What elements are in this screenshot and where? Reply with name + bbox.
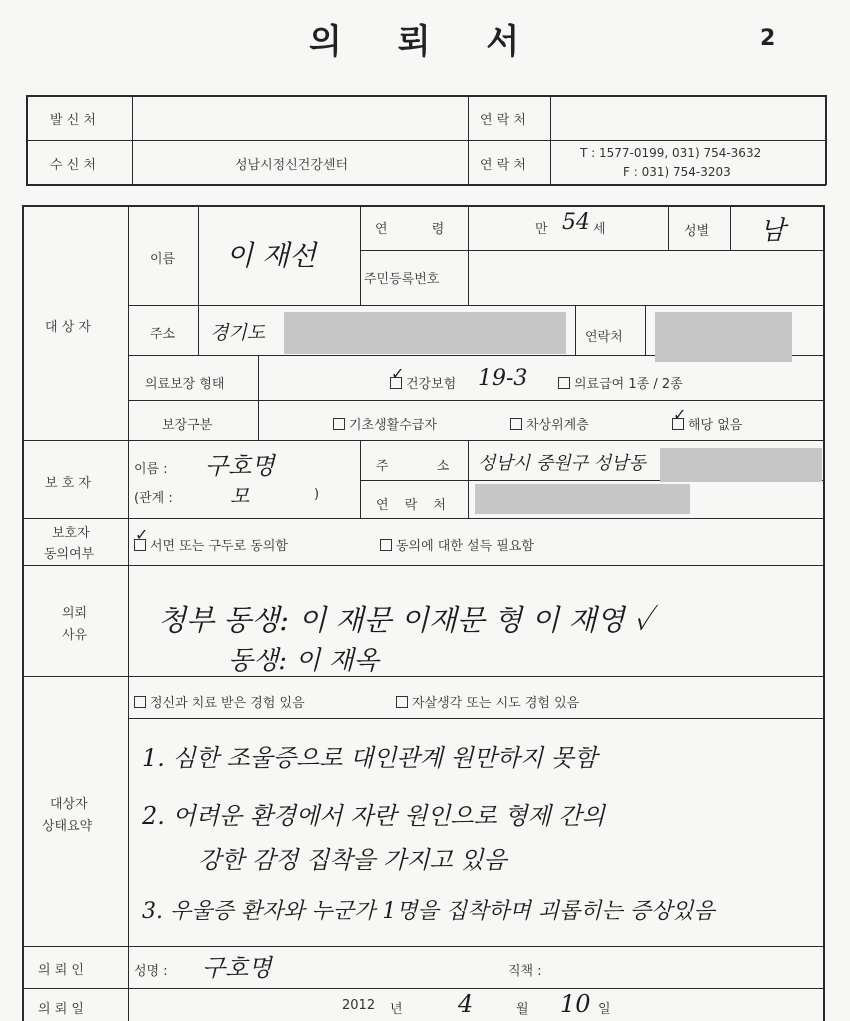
rrn-label: 주민등록번호	[364, 272, 440, 287]
status-option-psych-treatment[interactable]: 정신과 치료 받은 경험 있음	[134, 692, 305, 711]
insurance-option-medical-aid[interactable]: 의료급여 1종 / 2종	[558, 373, 683, 392]
date-day-label: 일	[598, 1002, 611, 1017]
requester-name-value: 구호명	[202, 954, 272, 982]
consent-option-persuade[interactable]: 동의에 대한 설득 필요함	[380, 535, 534, 554]
date-year: 2012	[342, 998, 376, 1013]
subject-section-label: 대 상 자	[45, 320, 91, 335]
receiver-contact-label: 연 락 처	[480, 158, 526, 173]
subject-name-value: 이 재선	[226, 239, 317, 272]
consent-label-line1: 보호자	[52, 526, 90, 541]
reason-line2: 동생: 이 재옥	[228, 646, 379, 676]
sender-label: 발 신 처	[50, 113, 96, 128]
date-month: 4	[458, 990, 474, 1018]
check-mark-icon: ✓	[391, 364, 405, 383]
page-number: 2	[760, 26, 776, 51]
guardian-section-label: 보 호 자	[45, 476, 91, 491]
guardian-address-value: 성남시 중원구 성남동	[478, 453, 646, 474]
checkbox-icon[interactable]	[333, 418, 345, 430]
status-item-2: 2. 어려운 환경에서 자란 원인으로 형제 간의	[142, 802, 605, 830]
coverage-option-basic[interactable]: 기초생활수급자	[333, 414, 437, 433]
date-day: 10	[560, 990, 591, 1018]
checkbox-icon[interactable]	[510, 418, 522, 430]
guardian-name-label: 이름 :	[134, 462, 168, 477]
checkbox-icon[interactable]	[396, 696, 408, 708]
document-title: 의 뢰 서	[308, 22, 542, 62]
reason-label-line2: 사유	[62, 628, 88, 643]
insurance-label: 의료보장 형태	[145, 377, 225, 392]
status-option-suicide[interactable]: 자살생각 또는 시도 경험 있음	[396, 692, 579, 711]
redacted-address	[284, 312, 566, 354]
checkbox-icon[interactable]	[380, 539, 392, 551]
receiver-label: 수 신 처	[50, 158, 96, 173]
guardian-relation-close: )	[314, 487, 320, 502]
consent-option-agreed[interactable]: 서면 또는 구두로 동의함	[134, 535, 288, 554]
receiver-value: 성남시정신건강센터	[235, 158, 349, 173]
insurance-handwritten: 19-3	[478, 366, 528, 391]
status-label-line2: 상태요약	[42, 819, 93, 834]
sex-value: 남	[760, 216, 786, 246]
consent-label-line2: 동의여부	[44, 547, 95, 562]
guardian-address-label: 주 소	[376, 459, 450, 474]
guardian-name-value: 구호명	[205, 452, 275, 480]
check-mark-icon: ✓	[135, 525, 149, 544]
guardian-contact-label: 연 락 처	[376, 498, 446, 513]
reason-label-line1: 의뢰	[62, 606, 88, 621]
status-item-1: 1. 심한 조울증으로 대인관계 원만하지 못함	[142, 744, 598, 772]
age-suffix: 세	[593, 222, 606, 237]
guardian-relation-label: (관계 :	[134, 491, 173, 506]
date-month-label: 월	[516, 1002, 529, 1017]
requester-position-label: 직책 :	[508, 964, 542, 979]
status-item-2-continued: 강한 감정 집착을 가지고 있음	[198, 846, 507, 874]
subject-contact-label: 연락처	[585, 330, 623, 345]
redacted-guardian-contact	[475, 484, 690, 514]
sender-contact-label: 연 락 처	[480, 113, 526, 128]
guardian-relation-value: 모	[230, 484, 250, 508]
coverage-option-none[interactable]: 해당 없음	[672, 414, 742, 433]
age-prefix: 만	[535, 222, 548, 237]
address-value: 경기도	[210, 322, 266, 344]
date-year-label: 년	[390, 1002, 403, 1017]
requester-label: 의 뢰 인	[38, 963, 84, 978]
requester-name-label: 성명 :	[134, 964, 168, 979]
checkbox-icon[interactable]	[134, 696, 146, 708]
coverage-option-near-poverty[interactable]: 차상위계층	[510, 414, 589, 433]
check-mark-icon: ✓	[673, 405, 687, 424]
insurance-option-health[interactable]: 건강보험	[390, 373, 456, 392]
coverage-label: 보장구분	[162, 418, 213, 433]
sex-label: 성별	[684, 224, 710, 239]
subject-name-label: 이름	[150, 252, 176, 267]
checkbox-icon[interactable]	[558, 377, 570, 389]
redacted-contact	[655, 312, 792, 362]
age-label: 연 령	[375, 222, 445, 237]
receiver-fax: F : 031) 754-3203	[623, 165, 731, 179]
address-label: 주소	[150, 327, 176, 342]
receiver-phone: T : 1577-0199, 031) 754-3632	[580, 146, 762, 160]
status-label-line1: 대상자	[50, 797, 88, 812]
redacted-guardian-address	[660, 448, 822, 482]
status-item-3: 3. 우울증 환자와 누군가 1명을 집착하며 괴롭히는 증상있음	[142, 899, 715, 924]
date-label: 의 뢰 일	[38, 1002, 84, 1017]
age-value: 54	[562, 210, 590, 235]
reason-line1: 청부 동생: 이 재문 이재문 형 이 재영 ✓	[158, 603, 653, 637]
